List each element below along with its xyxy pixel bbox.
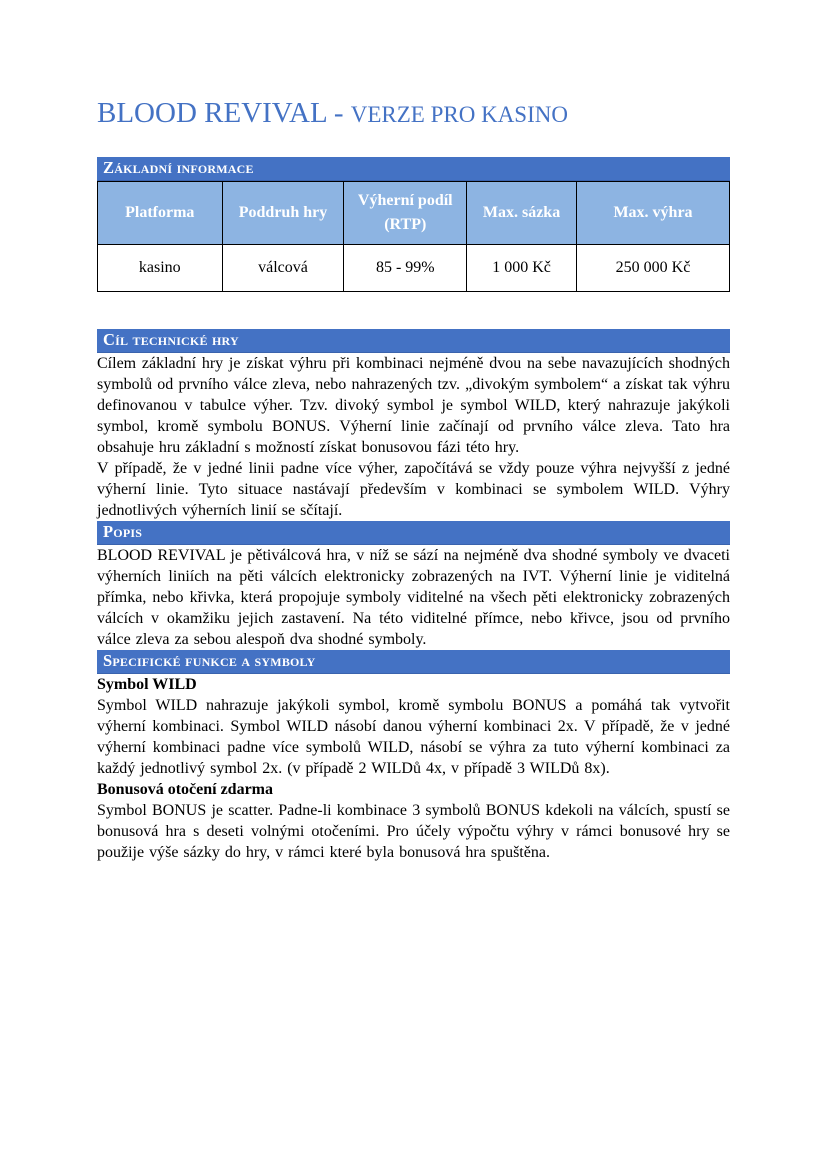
page-title-main: BLOOD REVIVAL - — [97, 97, 344, 129]
table-header-vyherni-podil: Výherní podíl (RTP) — [344, 181, 467, 244]
page-title — [97, 95, 730, 133]
basic-info-table — [97, 181, 730, 292]
section-header-specificke-funkce: Specifické funkce a symboly — [97, 650, 730, 674]
table-cell-vyherni-podil: 85 - 99% — [344, 244, 467, 291]
paragraph-popis: BLOOD REVIVAL je pětiválcová hra, v níž se sází na nejméně dva shodné symboly ve dvaceti výherních liniích na pěti válcích elektronicky zobrazených na IVT. Výherní linie je viditelná přímka, nebo křivka, která propojuje symboly viditelné na všech pěti elektronicky zobrazených válcích v okamžiku jejich zastavení. Na této viditelné přímce, nebo křivce, jsou od prvního válce zleva za sebou alespoň dva shodné symboly. — [97, 546, 730, 648]
table-header-row — [98, 181, 730, 244]
paragraph-cil-1: Cílem základní hry je získat výhru při kombinaci nejméně dvou na sebe navazujících shodných symbolů od prvního válce zleva, nebo nahrazených tzv. „divokým symbolem“ a získat tak výhru definovanou v tabulce výher. Tzv. divoký symbol je symbol WILD, který nahrazuje jakýkoli symbol, kromě symbolu BONUS. Výherní linie začínají od prvního válce zleva. Tato hra obsahuje hru základní s možností získat bonusovou fázi této hry. — [97, 354, 730, 456]
table-cell-platforma: kasino — [98, 244, 223, 291]
page-title-sub: VERZE PRO KASINO — [350, 102, 568, 127]
subheading-symbol-wild: Symbol WILD — [97, 675, 197, 693]
table-cell-max-vyhra: 250 000 Kč — [577, 244, 730, 291]
table-header-max-sazka: Max. sázka — [467, 181, 577, 244]
table-header-max-vyhra: Max. výhra — [577, 181, 730, 244]
table-cell-poddruh-hry: válcová — [222, 244, 344, 291]
table-cell-max-sazka: 1 000 Kč — [467, 244, 577, 291]
paragraph-cil-2: V případě, že v jedné linii padne více výher, započítává se vždy pouze výhra nejvyšší z jedné výherní linie. Tyto situace nastávají především v kombinaci se symbolem WILD. Výhry jednotlivých výherních linií se sčítají. — [97, 459, 730, 519]
paragraph-symbol-wild: Symbol WILD nahrazuje jakýkoli symbol, kromě symbolu BONUS a pomáhá tak vytvořit výherní kombinaci. Symbol WILD násobí danou výherní kombinaci 2x. V případě, že v jedné výherní kombinaci padne více symbolů WILD, násobí se výhra za tuto výherní kombinaci za každý jednotlivý symbol 2x. (v případě 2 WILDů 4x, v případě 3 WILDů 8x). — [97, 696, 730, 777]
section-header-zakladni-informace: Základní informace — [97, 157, 730, 181]
section-header-cil-technicke-hry: Cíl technické hry — [97, 329, 730, 353]
table-header-platforma: Platforma — [98, 181, 223, 244]
paragraph-bonusova-otoceni: Symbol BONUS je scatter. Padne-li kombinace 3 symbolů BONUS kdekoli na válcích, spustí se bonusová hra s deseti volnými otočeními. Pro účely výpočtu výhry v rámci bonusové hry se použije výše sázky do hry, v rámci které byla bonusová hra spuštěna. — [97, 801, 730, 861]
table-header-poddruh-hry: Poddruh hry — [222, 181, 344, 244]
subheading-bonusova-otoceni: Bonusová otočení zdarma — [97, 780, 273, 798]
table-row — [98, 244, 730, 291]
section-header-popis: Popis — [97, 521, 730, 545]
